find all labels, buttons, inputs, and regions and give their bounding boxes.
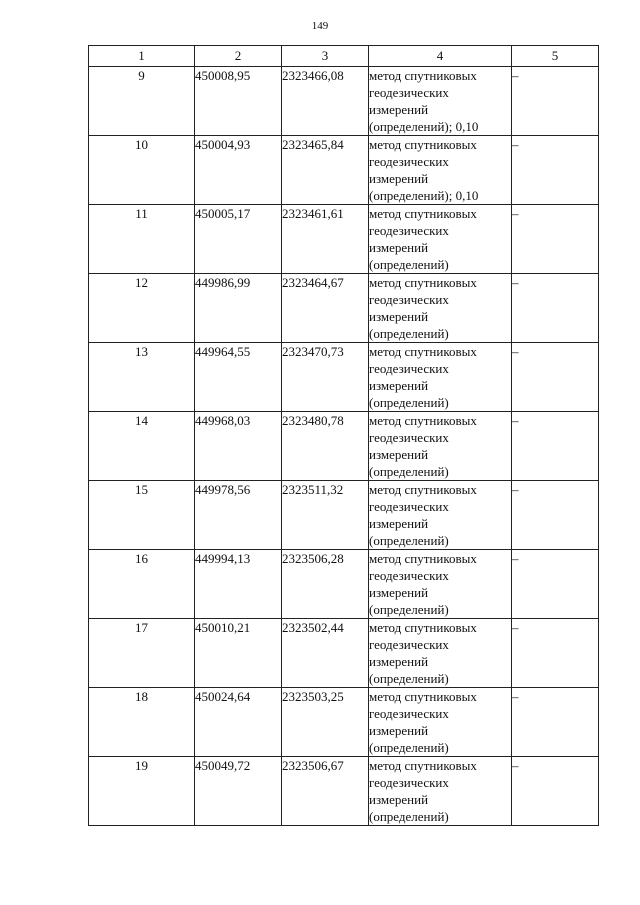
point-number-cell: 14 [89, 412, 195, 481]
point-number-cell: 12 [89, 274, 195, 343]
note-cell: – [512, 205, 599, 274]
method-cell: метод спутниковых геодезических измерений (определений) [369, 619, 512, 688]
note-cell: – [512, 343, 599, 412]
point-number-cell: 11 [89, 205, 195, 274]
point-number-cell: 9 [89, 67, 195, 136]
point-number-cell: 18 [89, 688, 195, 757]
column-header: 1 [89, 46, 195, 67]
table-row [89, 481, 599, 550]
coordinate-x-cell: 450008,95 [195, 67, 282, 136]
coordinates-table [88, 45, 599, 826]
coordinate-x-cell: 449964,55 [195, 343, 282, 412]
table-row [89, 619, 599, 688]
page-number: 149 [311, 20, 329, 32]
note-cell: – [512, 274, 599, 343]
coordinate-y-cell: 2323506,28 [282, 550, 369, 619]
table-row [89, 274, 599, 343]
coordinate-y-cell: 2323506,67 [282, 757, 369, 826]
point-number-cell: 16 [89, 550, 195, 619]
point-number-cell: 10 [89, 136, 195, 205]
method-cell: метод спутниковых геодезических измерений (определений) [369, 205, 512, 274]
method-cell: метод спутниковых геодезических измерений (определений) [369, 688, 512, 757]
coordinate-x-cell: 450004,93 [195, 136, 282, 205]
method-cell: метод спутниковых геодезических измерений (определений) [369, 550, 512, 619]
column-header: 3 [282, 46, 369, 67]
point-number-cell: 19 [89, 757, 195, 826]
column-header: 5 [512, 46, 599, 67]
table-header-row [89, 46, 599, 67]
method-cell: метод спутниковых геодезических измерений (определений) [369, 481, 512, 550]
point-number-cell: 15 [89, 481, 195, 550]
table-row [89, 412, 599, 481]
note-cell: – [512, 688, 599, 757]
coordinate-y-cell: 2323470,73 [282, 343, 369, 412]
coordinate-x-cell: 449986,99 [195, 274, 282, 343]
table-body [89, 67, 599, 826]
coordinate-x-cell: 449994,13 [195, 550, 282, 619]
table-row [89, 67, 599, 136]
table-row [89, 205, 599, 274]
coordinate-x-cell: 450010,21 [195, 619, 282, 688]
point-number-cell: 13 [89, 343, 195, 412]
coordinate-x-cell: 450049,72 [195, 757, 282, 826]
table-row [89, 757, 599, 826]
coordinate-y-cell: 2323466,08 [282, 67, 369, 136]
method-cell: метод спутниковых геодезических измерений (определений); 0,10 [369, 67, 512, 136]
coordinate-y-cell: 2323461,61 [282, 205, 369, 274]
coordinate-x-cell: 450024,64 [195, 688, 282, 757]
method-cell: метод спутниковых геодезических измерений (определений) [369, 412, 512, 481]
note-cell: – [512, 550, 599, 619]
coordinate-x-cell: 449968,03 [195, 412, 282, 481]
note-cell: – [512, 136, 599, 205]
note-cell: – [512, 757, 599, 826]
coordinate-y-cell: 2323503,25 [282, 688, 369, 757]
column-header: 4 [369, 46, 512, 67]
note-cell: – [512, 412, 599, 481]
coordinate-y-cell: 2323480,78 [282, 412, 369, 481]
table-row [89, 550, 599, 619]
table-row [89, 343, 599, 412]
method-cell: метод спутниковых геодезических измерений (определений); 0,10 [369, 136, 512, 205]
coordinate-y-cell: 2323465,84 [282, 136, 369, 205]
method-cell: метод спутниковых геодезических измерений (определений) [369, 343, 512, 412]
coordinate-y-cell: 2323502,44 [282, 619, 369, 688]
coordinate-y-cell: 2323464,67 [282, 274, 369, 343]
method-cell: метод спутниковых геодезических измерений (определений) [369, 757, 512, 826]
table-row [89, 136, 599, 205]
coordinate-y-cell: 2323511,32 [282, 481, 369, 550]
coordinate-x-cell: 450005,17 [195, 205, 282, 274]
note-cell: – [512, 619, 599, 688]
coordinate-x-cell: 449978,56 [195, 481, 282, 550]
table-row [89, 688, 599, 757]
column-header: 2 [195, 46, 282, 67]
note-cell: – [512, 67, 599, 136]
point-number-cell: 17 [89, 619, 195, 688]
note-cell: – [512, 481, 599, 550]
method-cell: метод спутниковых геодезических измерений (определений) [369, 274, 512, 343]
